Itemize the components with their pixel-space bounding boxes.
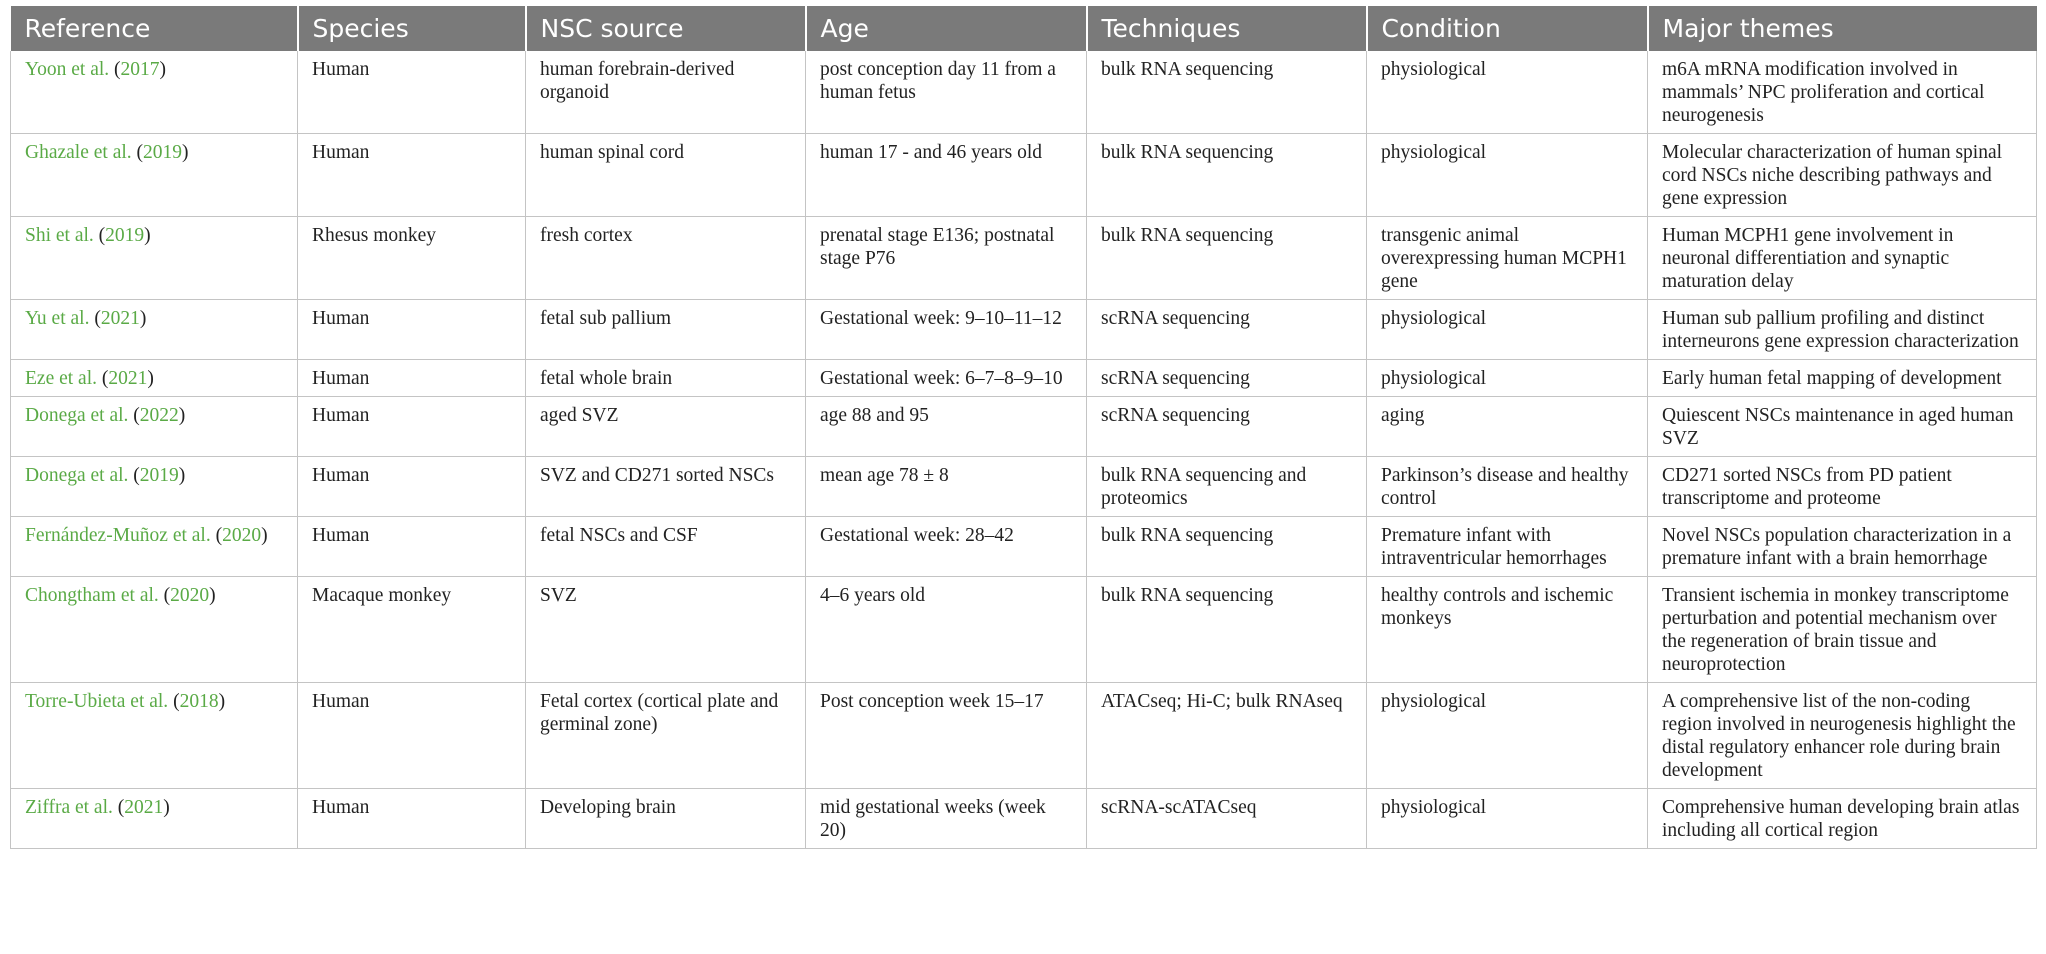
- reference-year-link[interactable]: 2019: [143, 142, 183, 163]
- cell-condition: healthy controls and ischemic monkeys: [1367, 577, 1648, 683]
- cell-condition: physiological: [1367, 134, 1648, 217]
- cell-reference: [11, 457, 298, 517]
- cell-condition: Parkinson’s disease and healthy control: [1367, 457, 1648, 517]
- reference-author-link[interactable]: Eze et al.: [25, 368, 97, 389]
- cell-techniques: bulk RNA sequencing: [1087, 134, 1367, 217]
- cell-major-themes: Comprehensive human developing brain atlas including all cortical region: [1648, 789, 2037, 849]
- header-species: Species: [298, 6, 526, 51]
- reference-author-link[interactable]: Ghazale et al.: [25, 142, 132, 163]
- reference-paren-open: (: [215, 525, 223, 546]
- cell-reference: [11, 789, 298, 849]
- cell-major-themes: Novel NSCs population characterization in a premature infant with a brain hemorrhage: [1648, 517, 2037, 577]
- cell-nsc-source: human forebrain-derived organoid: [526, 51, 806, 134]
- cell-techniques: scRNA sequencing: [1087, 397, 1367, 457]
- reference-year-link[interactable]: 2018: [179, 691, 219, 712]
- reference-author-link[interactable]: Shi et al.: [25, 225, 94, 246]
- reference-author-link[interactable]: Torre-Ubieta et al.: [25, 691, 169, 712]
- reference-paren-close: ): [209, 585, 216, 606]
- reference-paren-close: ): [178, 405, 186, 426]
- reference-paren-close: ): [182, 142, 189, 163]
- header-major-themes: Major themes: [1648, 6, 2037, 51]
- cell-species: Human: [298, 397, 526, 457]
- cell-major-themes: Early human fetal mapping of development: [1648, 360, 2037, 397]
- cell-age: Gestational week: 6–7–8–9–10: [806, 360, 1087, 397]
- reference-year-link[interactable]: 2017: [120, 59, 160, 80]
- reference-paren-open: (: [94, 308, 101, 329]
- cell-nsc-source: Developing brain: [526, 789, 806, 849]
- cell-techniques: bulk RNA sequencing: [1087, 517, 1367, 577]
- reference-year-link[interactable]: 2021: [108, 368, 148, 389]
- cell-major-themes: Human sub pallium profiling and distinct interneurons gene expression characterization: [1648, 300, 2037, 360]
- reference-paren-close: ): [218, 691, 226, 712]
- cell-condition: physiological: [1367, 683, 1648, 789]
- cell-species: Human: [298, 134, 526, 217]
- cell-reference: [11, 683, 298, 789]
- cell-nsc-source: SVZ and CD271 sorted NSCs: [526, 457, 806, 517]
- cell-techniques: bulk RNA sequencing: [1087, 577, 1367, 683]
- cell-techniques: scRNA sequencing: [1087, 300, 1367, 360]
- table-row: [11, 360, 2037, 397]
- cell-age: Gestational week: 9–10–11–12: [806, 300, 1087, 360]
- reference-paren-open: (: [117, 797, 125, 818]
- table-body: [11, 51, 2037, 849]
- cell-condition: physiological: [1367, 51, 1648, 134]
- cell-major-themes: Transient ischemia in monkey transcriptome perturbation and potential mechanism over the regeneration of brain tissue and neuroprotection: [1648, 577, 2037, 683]
- nsc-studies-table-container: [10, 6, 2036, 849]
- table-row: [11, 300, 2037, 360]
- table-row: [11, 517, 2037, 577]
- reference-year-link[interactable]: 2020: [222, 525, 262, 546]
- cell-reference: [11, 517, 298, 577]
- cell-age: human 17 - and 46 years old: [806, 134, 1087, 217]
- cell-age: mid gestational weeks (week 20): [806, 789, 1087, 849]
- table-row: [11, 134, 2037, 217]
- header-nsc-source: NSC source: [526, 6, 806, 51]
- header-reference: Reference: [11, 6, 298, 51]
- cell-condition: transgenic animal overexpressing human MCPH1 gene: [1367, 217, 1648, 300]
- reference-year-link[interactable]: 2019: [139, 465, 179, 486]
- cell-major-themes: CD271 sorted NSCs from PD patient transcriptome and proteome: [1648, 457, 2037, 517]
- table-header: [11, 6, 2037, 51]
- cell-condition: physiological: [1367, 300, 1648, 360]
- cell-nsc-source: fresh cortex: [526, 217, 806, 300]
- reference-paren-open: (: [173, 691, 180, 712]
- reference-paren-close: ): [163, 797, 170, 818]
- cell-species: Human: [298, 51, 526, 134]
- reference-author-link[interactable]: Yu et al.: [25, 308, 90, 329]
- cell-age: prenatal stage E136; postnatal stage P76: [806, 217, 1087, 300]
- reference-paren-close: ): [178, 465, 186, 486]
- cell-condition: aging: [1367, 397, 1648, 457]
- cell-nsc-source: SVZ: [526, 577, 806, 683]
- cell-major-themes: A comprehensive list of the non-coding region involved in neurogenesis highlight the distal regulatory enhancer role during brain development: [1648, 683, 2037, 789]
- cell-species: Macaque monkey: [298, 577, 526, 683]
- cell-age: Post conception week 15–17: [806, 683, 1087, 789]
- cell-techniques: bulk RNA sequencing: [1087, 217, 1367, 300]
- cell-nsc-source: aged SVZ: [526, 397, 806, 457]
- reference-author-link[interactable]: Donega et al.: [25, 465, 129, 486]
- table-row: [11, 577, 2037, 683]
- cell-major-themes: m6A mRNA modification involved in mammals’ NPC proliferation and cortical neurogenesis: [1648, 51, 2037, 134]
- reference-paren-open: (: [114, 59, 121, 80]
- reference-year-link[interactable]: 2019: [105, 225, 145, 246]
- reference-paren-open: (: [163, 585, 171, 606]
- reference-author-link[interactable]: Fernández-Muñoz et al.: [25, 525, 211, 546]
- reference-paren-close: ): [261, 525, 268, 546]
- cell-species: Human: [298, 300, 526, 360]
- nsc-studies-table: [10, 6, 2037, 849]
- cell-reference: [11, 360, 298, 397]
- reference-paren-close: ): [144, 225, 151, 246]
- header-row: [11, 6, 2037, 51]
- cell-major-themes: Quiescent NSCs maintenance in aged human SVZ: [1648, 397, 2037, 457]
- reference-year-link[interactable]: 2022: [139, 405, 179, 426]
- cell-condition: Premature infant with intraventricular hemorrhages: [1367, 517, 1648, 577]
- cell-techniques: scRNA sequencing: [1087, 360, 1367, 397]
- cell-age: Gestational week: 28–42: [806, 517, 1087, 577]
- cell-reference: [11, 217, 298, 300]
- cell-major-themes: Molecular characterization of human spinal cord NSCs niche describing pathways and gene expression: [1648, 134, 2037, 217]
- reference-paren-close: ): [139, 308, 147, 329]
- cell-condition: physiological: [1367, 789, 1648, 849]
- cell-techniques: scRNA-scATACseq: [1087, 789, 1367, 849]
- cell-species: Human: [298, 457, 526, 517]
- reference-author-link[interactable]: Ziffra et al.: [25, 797, 113, 818]
- cell-nsc-source: fetal whole brain: [526, 360, 806, 397]
- reference-author-link[interactable]: Yoon et al.: [25, 59, 110, 80]
- cell-reference: [11, 134, 298, 217]
- cell-age: post conception day 11 from a human fetus: [806, 51, 1087, 134]
- cell-age: age 88 and 95: [806, 397, 1087, 457]
- reference-paren-open: (: [101, 368, 109, 389]
- table-row: [11, 683, 2037, 789]
- reference-author-link[interactable]: Donega et al.: [25, 405, 129, 426]
- cell-nsc-source: fetal sub pallium: [526, 300, 806, 360]
- cell-reference: [11, 51, 298, 134]
- cell-techniques: ATACseq; Hi-C; bulk RNAseq: [1087, 683, 1367, 789]
- cell-reference: [11, 577, 298, 683]
- header-techniques: Techniques: [1087, 6, 1367, 51]
- table-row: [11, 457, 2037, 517]
- cell-reference: [11, 397, 298, 457]
- reference-paren-open: (: [136, 142, 144, 163]
- table-row: [11, 397, 2037, 457]
- reference-year-link[interactable]: 2020: [170, 585, 210, 606]
- reference-paren-close: ): [147, 368, 154, 389]
- cell-nsc-source: fetal NSCs and CSF: [526, 517, 806, 577]
- reference-paren-open: (: [133, 405, 140, 426]
- cell-species: Human: [298, 683, 526, 789]
- cell-nsc-source: Fetal cortex (cortical plate and germinal zone): [526, 683, 806, 789]
- cell-techniques: bulk RNA sequencing: [1087, 51, 1367, 134]
- cell-techniques: bulk RNA sequencing and proteomics: [1087, 457, 1367, 517]
- cell-species: Human: [298, 360, 526, 397]
- cell-major-themes: Human MCPH1 gene involvement in neuronal differentiation and synaptic maturation delay: [1648, 217, 2037, 300]
- reference-author-link[interactable]: Chongtham et al.: [25, 585, 159, 606]
- cell-reference: [11, 300, 298, 360]
- cell-condition: physiological: [1367, 360, 1648, 397]
- header-condition: Condition: [1367, 6, 1648, 51]
- reference-paren-open: (: [98, 225, 106, 246]
- table-row: [11, 51, 2037, 134]
- reference-paren-open: (: [133, 465, 140, 486]
- cell-nsc-source: human spinal cord: [526, 134, 806, 217]
- cell-species: Human: [298, 517, 526, 577]
- cell-age: mean age 78 ± 8: [806, 457, 1087, 517]
- reference-year-link[interactable]: 2021: [124, 797, 164, 818]
- cell-species: Rhesus monkey: [298, 217, 526, 300]
- header-age: Age: [806, 6, 1087, 51]
- table-row: [11, 217, 2037, 300]
- table-row: [11, 789, 2037, 849]
- cell-age: 4–6 years old: [806, 577, 1087, 683]
- reference-year-link[interactable]: 2021: [100, 308, 140, 329]
- cell-species: Human: [298, 789, 526, 849]
- reference-paren-close: ): [159, 59, 167, 80]
